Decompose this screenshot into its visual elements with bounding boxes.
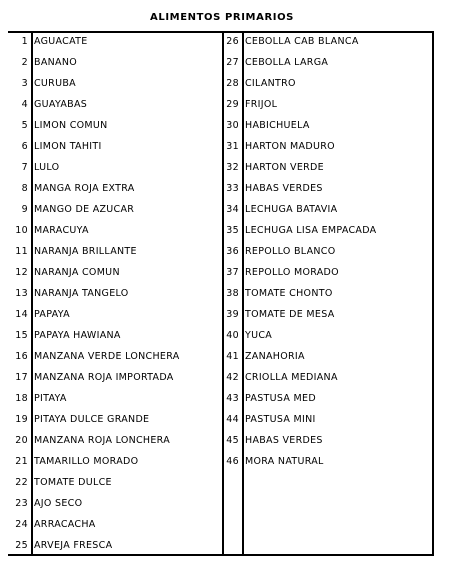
item-name: REPOLLO BLANCO [245, 246, 336, 257]
item-number: 23 [15, 498, 28, 509]
item-number: 46 [226, 456, 239, 467]
item-name: GUAYABAS [34, 99, 88, 110]
list-item [15, 327, 180, 348]
list-item [15, 390, 180, 411]
list-item [15, 537, 180, 558]
list-item [226, 138, 376, 159]
item-name: CEBOLLA CAB BLANCA [245, 36, 359, 47]
list-item [226, 306, 376, 327]
item-number: 8 [21, 183, 28, 194]
item-number: 32 [226, 162, 239, 173]
list-item [226, 243, 376, 264]
item-name: REPOLLO MORADO [245, 267, 339, 278]
list-item [21, 159, 180, 180]
item-number: 27 [226, 57, 239, 68]
item-number: 12 [15, 267, 28, 278]
item-name: NARANJA TANGELO [34, 288, 129, 299]
item-name: FRIJOL [245, 99, 278, 110]
item-number: 30 [226, 120, 239, 131]
list-item [226, 264, 376, 285]
item-name: MARACUYA [34, 225, 89, 236]
list-item [226, 348, 376, 369]
item-name: NARANJA BRILLANTE [34, 246, 137, 257]
list-item [21, 180, 180, 201]
item-number: 38 [226, 288, 239, 299]
item-number: 40 [226, 330, 239, 341]
list-item [15, 516, 180, 537]
item-name: TOMATE DE MESA [245, 309, 335, 320]
list-item [15, 369, 180, 390]
item-name: TOMATE DULCE [34, 477, 112, 488]
item-name: MANZANA ROJA IMPORTADA [34, 372, 174, 383]
item-name: CEBOLLA LARGA [245, 57, 329, 68]
item-number: 44 [226, 414, 239, 425]
item-name: ARRACACHA [34, 519, 96, 530]
item-name: LECHUGA LISA EMPACADA [245, 225, 377, 236]
item-name: TAMARILLO MORADO [34, 456, 139, 467]
list-item [15, 411, 180, 432]
item-number: 45 [226, 435, 239, 446]
item-name: HABAS VERDES [245, 183, 323, 194]
item-name: AJO SECO [34, 498, 83, 509]
list-item [226, 180, 376, 201]
item-number: 6 [21, 141, 28, 152]
item-number: 2 [21, 57, 28, 68]
item-name: LULO [34, 162, 60, 173]
list-item [226, 96, 376, 117]
item-number: 14 [15, 309, 28, 320]
list-item [21, 54, 180, 75]
list-item [21, 75, 180, 96]
item-name: MANZANA ROJA LONCHERA [34, 435, 170, 446]
list-item [15, 348, 180, 369]
list-item [15, 453, 180, 474]
list-item [15, 474, 180, 495]
item-name: HABAS VERDES [245, 435, 323, 446]
list-item [15, 306, 180, 327]
item-number: 21 [15, 456, 28, 467]
item-number: 13 [15, 288, 28, 299]
list-item [15, 264, 180, 285]
list-item [226, 285, 376, 306]
item-number: 28 [226, 78, 239, 89]
list-item [226, 159, 376, 180]
item-name: CURUBA [34, 78, 76, 89]
list-item [226, 369, 376, 390]
item-number: 42 [226, 372, 239, 383]
item-name: TOMATE CHONTO [245, 288, 333, 299]
item-name: LIMON COMUN [34, 120, 108, 131]
list-item [21, 201, 180, 222]
list-item [226, 327, 376, 348]
item-number: 43 [226, 393, 239, 404]
list-item [226, 201, 376, 222]
list-item [15, 285, 180, 306]
list-item [21, 96, 180, 117]
list-item [226, 453, 376, 474]
item-name: CILANTRO [245, 78, 296, 89]
item-name: PAPAYA HAWIANA [34, 330, 121, 341]
item-number: 5 [21, 120, 28, 131]
item-name: MANZANA VERDE LONCHERA [34, 351, 180, 362]
food-list-right [226, 33, 377, 474]
item-name: HARTON MADURO [245, 141, 335, 152]
divider-right-edge [432, 31, 434, 556]
list-item [21, 138, 180, 159]
item-number: 15 [15, 330, 28, 341]
list-item [226, 117, 376, 138]
item-name: PASTUSA MINI [245, 414, 316, 425]
food-list-left [15, 33, 180, 558]
item-number: 33 [226, 183, 239, 194]
item-name: ZANAHORIA [245, 351, 305, 362]
item-name: AGUACATE [34, 36, 88, 47]
item-number: 18 [15, 393, 28, 404]
item-number: 34 [226, 204, 239, 215]
item-name: ARVEJA FRESCA [34, 540, 113, 551]
list-item [15, 243, 180, 264]
item-number: 29 [226, 99, 239, 110]
item-name: MORA NATURAL [245, 456, 324, 467]
list-item [15, 495, 180, 516]
item-number: 3 [21, 78, 28, 89]
item-name: NARANJA COMUN [34, 267, 120, 278]
list-item [15, 222, 180, 243]
item-number: 9 [21, 204, 28, 215]
item-name: HABICHUELA [245, 120, 310, 131]
list-item [21, 117, 180, 138]
list-item [21, 33, 180, 54]
list-item [226, 75, 376, 96]
item-number: 41 [226, 351, 239, 362]
item-number: 25 [15, 540, 28, 551]
item-number: 1 [21, 36, 28, 47]
item-number: 11 [15, 246, 28, 257]
item-number: 10 [15, 225, 28, 236]
item-name: PITAYA [34, 393, 67, 404]
item-name: YUCA [245, 330, 273, 341]
item-number: 37 [226, 267, 239, 278]
item-name: PASTUSA MED [245, 393, 316, 404]
item-number: 39 [226, 309, 239, 320]
item-name: HARTON VERDE [245, 162, 324, 173]
item-name: BANANO [34, 57, 78, 68]
item-number: 7 [21, 162, 28, 173]
item-number: 19 [15, 414, 28, 425]
list-item [226, 390, 376, 411]
item-name: LECHUGA BATAVIA [245, 204, 338, 215]
table-title: ALIMENTOS PRIMARIOS [150, 12, 294, 23]
item-number: 17 [15, 372, 28, 383]
item-number: 16 [15, 351, 28, 362]
item-name: CRIOLLA MEDIANA [245, 372, 338, 383]
list-item [226, 54, 376, 75]
item-name: PITAYA DULCE GRANDE [34, 414, 150, 425]
item-number: 22 [15, 477, 28, 488]
item-number: 4 [21, 99, 28, 110]
item-name: LIMON TAHITI [34, 141, 102, 152]
list-item [226, 411, 376, 432]
list-item [15, 432, 180, 453]
list-item [226, 432, 376, 453]
list-item [226, 33, 376, 54]
item-name: MANGA ROJA EXTRA [34, 183, 135, 194]
item-number: 24 [15, 519, 28, 530]
item-number: 31 [226, 141, 239, 152]
item-number: 35 [226, 225, 239, 236]
item-number: 20 [15, 435, 28, 446]
item-name: PAPAYA [34, 309, 70, 320]
item-name: MANGO DE AZUCAR [34, 204, 135, 215]
item-number: 26 [226, 36, 239, 47]
item-number: 36 [226, 246, 239, 257]
list-item [226, 222, 377, 243]
